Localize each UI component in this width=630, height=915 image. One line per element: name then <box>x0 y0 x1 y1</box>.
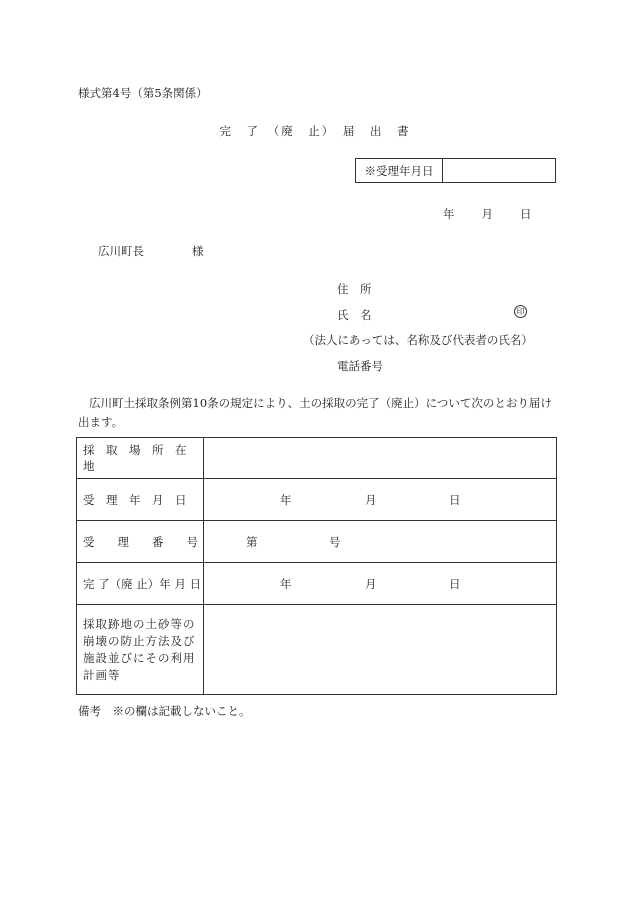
name-label: 氏 名 <box>337 308 372 322</box>
body-text: 広川町土採取条例第10条の規定により、土の採取の完了（廃止）について次のとおり届け出ます。 <box>78 396 552 429</box>
addressee-name: 広川町長 <box>98 244 144 258</box>
date-day: 日 <box>520 207 532 221</box>
row-header-completion-date: 完 了（廃 止）年 月 日 <box>77 563 204 605</box>
phone-label: 電話番号 <box>337 359 383 373</box>
addressee-honorific: 様 <box>192 244 204 258</box>
receipt-number-go: 号 <box>329 534 341 549</box>
date-year: 年 <box>443 207 455 221</box>
row-header-location: 採 取 場 所 在 地 <box>77 438 204 479</box>
completion-year: 年 <box>280 576 292 591</box>
location-field[interactable] <box>204 438 557 479</box>
date-month: 月 <box>481 207 493 221</box>
receipt-date-field[interactable] <box>443 159 555 182</box>
receipt-date-cell[interactable] <box>204 479 557 521</box>
receipt-number-dai: 第 <box>246 534 258 549</box>
receipt-month: 月 <box>365 492 377 507</box>
form-number: 様式第4号（第5条関係） <box>78 86 208 100</box>
document-title: 完 了 （廃 止） 届 出 書 <box>219 124 411 138</box>
table-row <box>77 438 557 479</box>
table-row <box>77 479 557 521</box>
receipt-year: 年 <box>280 492 292 507</box>
receipt-date-box <box>355 158 556 183</box>
report-table <box>76 437 557 695</box>
receipt-number-cell[interactable] <box>204 521 557 563</box>
addressee <box>98 243 204 259</box>
address-label: 住 所 <box>337 282 372 296</box>
table-row <box>77 605 557 695</box>
receipt-date-label: ※受理年月日 <box>356 159 443 182</box>
receipt-day: 日 <box>449 492 461 507</box>
row-header-prevention-plan: 採取跡地の土砂等の崩壊の防止方法及び施設並びにその利用計画等 <box>77 605 204 695</box>
completion-date-cell[interactable] <box>204 563 557 605</box>
remark: 備考 ※の欄は記載しないこと。 <box>78 704 251 718</box>
corporation-note: （法人にあっては、名称及び代表者の氏名） <box>303 333 533 347</box>
row-header-receipt-number: 受 理 番 号 <box>77 521 204 563</box>
submission-date <box>443 206 532 222</box>
prevention-plan-field[interactable] <box>204 605 557 695</box>
table-row <box>77 521 557 563</box>
seal-mark: 印 <box>514 305 527 318</box>
completion-day: 日 <box>449 576 461 591</box>
completion-month: 月 <box>365 576 377 591</box>
table-row <box>77 563 557 605</box>
row-header-receipt-date: 受 理 年 月 日 <box>77 479 204 521</box>
